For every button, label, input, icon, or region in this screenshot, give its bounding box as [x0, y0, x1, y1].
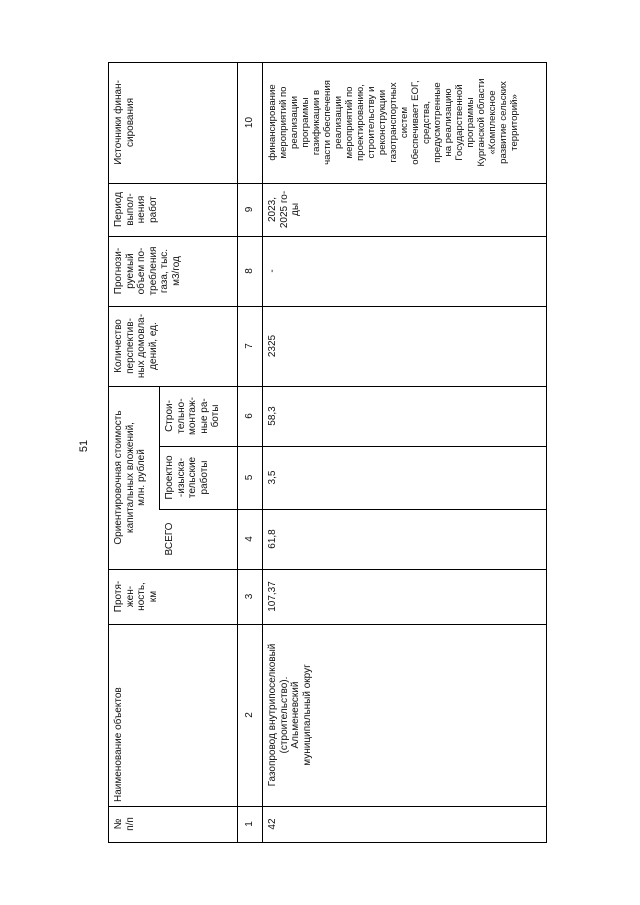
col-number-6: 6 [243, 413, 255, 419]
row-42-length: 107,37 [267, 581, 278, 612]
row-42-name: Газопровод внутрипоселковый (строительство). Альменевский муниципальный округ [267, 643, 313, 787]
header-length: Протя- жен- ность, км [113, 580, 159, 613]
row-42-gas-volume: - [267, 269, 278, 273]
col-number-1: 1 [243, 821, 255, 827]
col-number-7: 7 [243, 343, 255, 349]
header-construction: Строи- тельно- монтаж- ные ра- боты [164, 397, 221, 436]
page-number-text: 51 [78, 439, 90, 453]
row-42-design: 3,5 [267, 470, 278, 485]
row-42-households: 2325 [267, 334, 278, 358]
header-cost-group: Ориентировочная стоимость капитальных вложений, млн. рублей [113, 410, 147, 545]
header-total: ВСЕГО [164, 522, 175, 556]
col-number-2: 2 [243, 712, 255, 718]
row-42-period: 2023, 2025 го- ды [267, 190, 301, 229]
row-42-construction: 58,3 [267, 406, 278, 426]
header-gas-volume: Прогнози- руемый объем по- требления газа, тыс. м3/год [113, 246, 182, 296]
row-42-n: 42 [267, 818, 278, 830]
col-number-9: 9 [243, 206, 255, 213]
header-period: Период выпол- нения работ [113, 191, 159, 228]
col-number-5: 5 [243, 474, 255, 481]
header-sources: Источники финан- сирования [113, 80, 136, 165]
header-n: № п/п [113, 817, 136, 831]
col-number-3: 3 [243, 593, 255, 600]
row-42-sources: финансирование мероприятий по реализации программы газификации в части обеспечения реализации мероприятий по проектированию, строительству и реконструкции газотранспортных систем обеспечивает ЕОГ, средства, предусмотренные на реализацию Государственной программы Курганской области «Комплексное развитие сельских территорий» [267, 78, 520, 167]
header-design: Проектно -изыска- тельские работы [164, 455, 210, 500]
row-42-total: 61,8 [267, 529, 278, 549]
col-number-4: 4 [243, 536, 255, 542]
header-households: Количество перспектив- ных домовла- дений, ед. [113, 313, 159, 379]
col-number-10: 10 [243, 116, 255, 129]
col-number-8: 8 [243, 268, 255, 274]
header-name: Наименование объектов [113, 687, 124, 802]
